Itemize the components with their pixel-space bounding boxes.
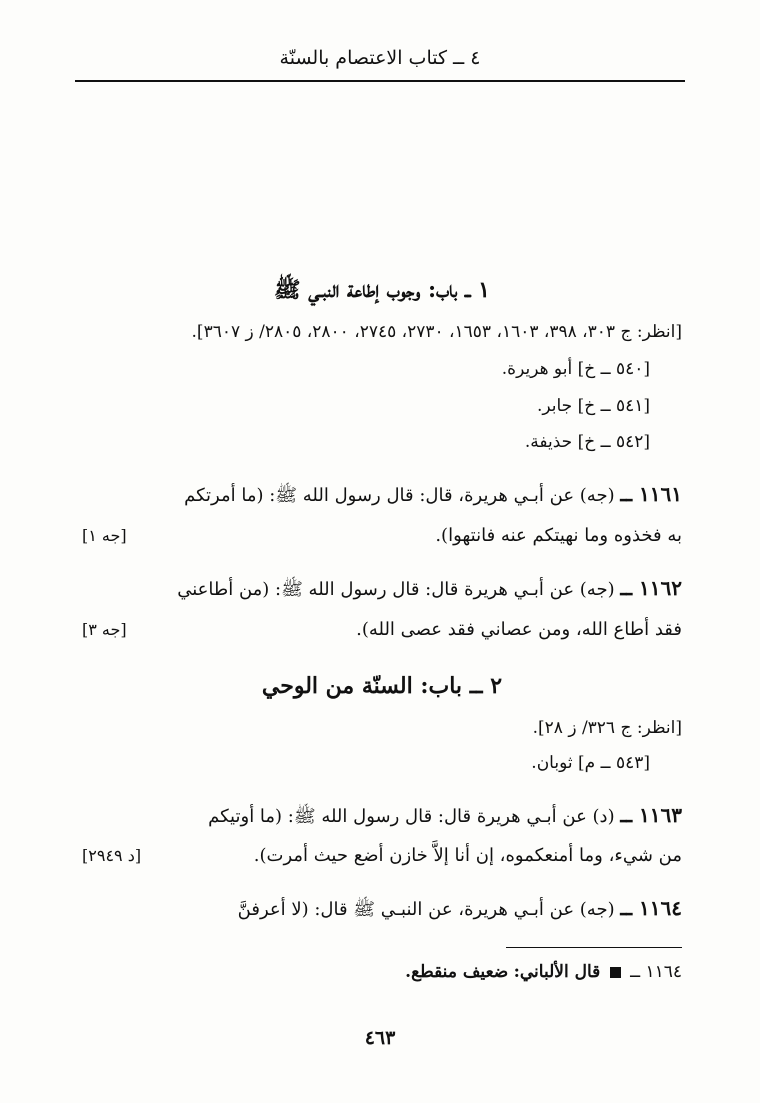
narrator-line: [٥٤١ ــ خ] جابر. [536,396,650,416]
chapter-title-1: ١ ــ باب: وجوب إطاعة النبـي ﷺ [274,277,490,303]
chapter-title-2: ٢ ــ باب: السنّة من الوحي [261,673,503,699]
hadith-text: (جه) عن أبـي هريرة قال: قال رسول الله ﷺ: (من أطاعني [177,579,615,600]
narrator-line: [٥٤٢ ــ خ] حذيفة. [524,432,650,452]
hadith-text: به فخذوه وما نهيتكم عنه فانتهوا). [435,525,682,546]
hadith-text: (جه) عن أبـي هريرة، عن النبـي ﷺ قال: (لا أعرفنَّ [237,899,615,920]
hadith-number: ١١٦٤ ــ [620,896,682,920]
hadith-reference: [جه ٣] [82,620,127,639]
footnote-text: ضعيف منقطع. [405,962,509,982]
hadith-1163-line-1 [82,797,682,835]
hadith-number: ١١٦١ ــ [620,482,682,506]
hadith-text: (جه) عن أبـي هريرة، قال: قال رسول الله ﷺ: (ما أمرتكم [184,485,615,506]
hadith-reference: [جه ١] [82,526,127,545]
chapter-2-references: [انظر: ج ٣٢٦/ ز ٢٨]. [532,718,682,738]
hadith-1164-line-1 [82,890,682,928]
square-icon [610,967,621,978]
narrator-line: [٥٤٣ ــ م] ثوبان. [531,753,650,773]
chapter-1-references: [انظر: ج ٣٠٣، ٣٩٨، ١٦٠٣، ١٦٥٣، ٢٧٣٠، ٢٧٤٥، ٢٨٠٠، ٢٨٠٥/ ز ٣٦٠٧]. [191,322,682,342]
hadith-1162-line-2 [82,612,682,648]
hadith-1163-line-2 [82,838,682,874]
footnote-rule [506,947,682,948]
hadith-1161-line-2 [82,518,682,554]
narrator-line: [٥٤٠ ــ خ] أبو هريرة. [501,359,650,379]
hadith-text: (د) عن أبـي هريرة قال: قال رسول الله ﷺ: (ما أوتيكم [208,806,615,827]
hadith-reference: [د ٢٩٤٩] [82,846,142,865]
header-rule [75,80,685,82]
hadith-text: فقد أطاع الله، ومن عصاني فقد عصى الله). [356,619,682,640]
running-header: ٤ ــ كتاب الاعتصام بالسنّة [279,47,481,69]
hadith-1161-line-1 [82,476,682,514]
footnote-number: ١١٦٤ ــ [630,962,682,982]
page-number: ٤٦٣ [364,1027,396,1049]
hadith-number: ١١٦٢ ــ [620,576,682,600]
footnote [82,957,682,987]
hadith-number: ١١٦٣ ــ [620,803,682,827]
footnote-label: قال الألباني: [513,962,601,982]
hadith-text: من شيء، وما أمنعكموه، إن أنا إلاَّ خازن أضع حيث أمرت). [253,845,682,866]
hadith-1162-line-1 [82,570,682,608]
